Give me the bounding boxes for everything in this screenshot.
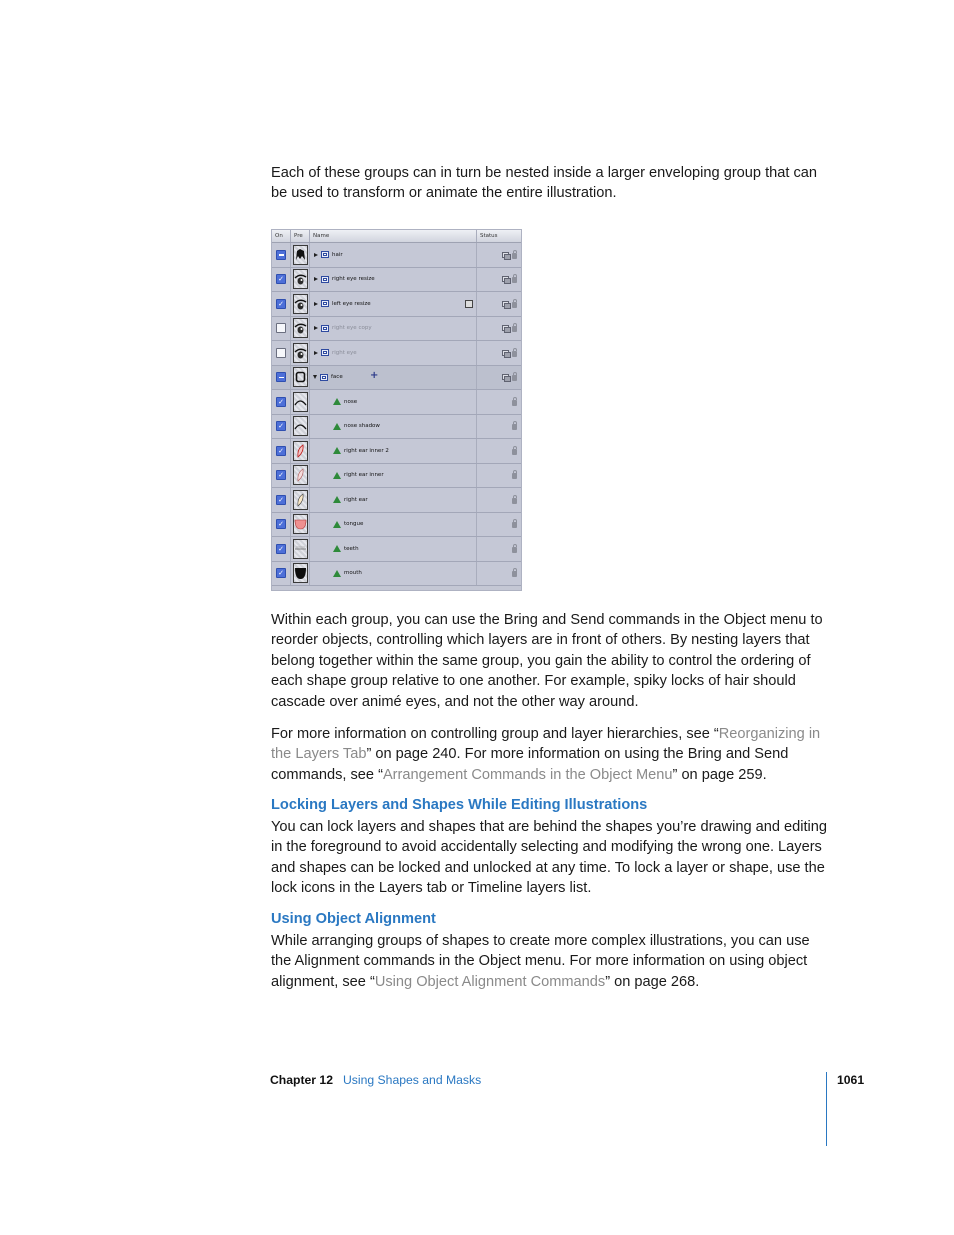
layer-visibility-checkbox[interactable] [276, 372, 286, 382]
layer-row[interactable] [272, 390, 521, 415]
reorganizing-link[interactable]: Reorganizing in the Layers Tab [271, 726, 821, 763]
object-menu-paragraph: Within each group, you can use the Bring and Send commands in the Object menu to reorder objects, controlling which layers are in front of others. By nesting layers that belong together within the same group, you gain the ability to control the ordering of each shape group relative to one another. For example, spiky locks of hair should cascade over animé eyes, and not the other way around. [271, 612, 823, 710]
layer-preview-cell [291, 390, 310, 414]
locking-heading: Locking Layers and Shapes While Editing Illustrations [271, 797, 648, 813]
layer-row[interactable] [272, 439, 521, 464]
layer-on-cell [272, 537, 291, 561]
layer-preview-cell [291, 268, 310, 292]
layer-preview-cell [291, 366, 310, 390]
layer-name-label: left eye resize [332, 300, 371, 307]
more-info-paragraph [271, 724, 831, 785]
layer-status-cell [477, 341, 521, 365]
group-icon [321, 251, 329, 258]
intro-paragraph: Each of these groups can in turn be nested inside a larger enveloping group that can be used to transform or animate the entire illustration. [271, 165, 818, 202]
lock-icon[interactable] [512, 473, 517, 479]
layer-name-label: right ear inner [344, 472, 384, 479]
shape-icon [333, 521, 341, 528]
layer-preview-cell [291, 537, 310, 561]
layer-preview-cell [291, 341, 310, 365]
disclosure-closed-icon[interactable] [314, 302, 318, 306]
layer-name-label: right eye copy [332, 325, 372, 332]
layer-thumbnail-icon [293, 269, 308, 289]
lock-icon[interactable] [512, 400, 517, 406]
layer-status-cell [477, 317, 521, 341]
layer-name-cell[interactable] [310, 513, 477, 537]
layer-status-cell [477, 243, 521, 267]
group-icon [321, 276, 329, 283]
layer-status-cell [477, 366, 521, 390]
layer-visibility-checkbox[interactable]: ✓ [276, 495, 286, 505]
layer-name-label: hair [332, 251, 343, 258]
disclosure-closed-icon[interactable] [314, 277, 318, 281]
layers-stack-icon[interactable] [502, 252, 509, 258]
layer-preview-cell [291, 513, 310, 537]
layer-row[interactable] [272, 537, 521, 562]
layer-visibility-checkbox[interactable]: ✓ [276, 470, 286, 480]
page-number: 1061 [837, 1073, 865, 1087]
layer-thumbnail-icon [293, 294, 308, 314]
layers-panel-header [272, 230, 521, 243]
lock-icon[interactable] [512, 302, 517, 308]
layer-preview-cell [291, 292, 310, 316]
group-icon [321, 349, 329, 356]
column-on[interactable]: On [272, 230, 291, 242]
disclosure-closed-icon[interactable] [314, 326, 318, 330]
layer-name-label: face [331, 374, 343, 381]
layer-visibility-checkbox[interactable] [276, 250, 286, 260]
layer-status-cell [477, 562, 521, 586]
layers-stack-icon[interactable] [502, 350, 509, 356]
group-icon [320, 374, 328, 381]
shape-icon [333, 496, 341, 503]
layer-row[interactable] [272, 341, 521, 366]
layer-thumbnail-icon [293, 245, 308, 265]
layer-visibility-checkbox[interactable] [276, 348, 286, 358]
layer-visibility-checkbox[interactable]: ✓ [276, 274, 286, 284]
layer-name-label: right ear inner 2 [344, 447, 389, 454]
alignment-paragraph [271, 931, 831, 992]
shape-icon [333, 570, 341, 577]
shape-icon [333, 545, 341, 552]
alignment-commands-link[interactable]: Using Object Alignment Commands [374, 973, 606, 990]
layer-visibility-checkbox[interactable]: ✓ [276, 544, 286, 554]
layer-name-cell[interactable] [310, 562, 477, 586]
lock-icon[interactable] [512, 326, 517, 332]
layer-on-cell [272, 488, 291, 512]
layer-thumbnail-icon [293, 539, 308, 559]
layers-stack-icon[interactable] [502, 374, 509, 380]
layer-name-cell[interactable] [310, 537, 477, 561]
layer-status-cell [477, 415, 521, 439]
layer-status-cell [477, 268, 521, 292]
layer-row[interactable] [272, 292, 521, 317]
layers-stack-icon[interactable] [502, 325, 509, 331]
layer-preview-cell [291, 317, 310, 341]
layer-name-cell[interactable] [310, 341, 477, 365]
lock-icon[interactable] [512, 375, 517, 381]
lock-icon[interactable] [512, 351, 517, 357]
lock-icon[interactable] [512, 571, 517, 577]
layer-row[interactable] [272, 415, 521, 440]
layer-thumbnail-icon [293, 392, 308, 412]
layer-row[interactable] [272, 317, 521, 342]
layer-on-cell [272, 317, 291, 341]
layer-name-label: tongue [344, 521, 364, 528]
column-pre[interactable]: Pre [291, 230, 310, 242]
layer-name-cell[interactable] [310, 464, 477, 488]
layer-row[interactable] [272, 488, 521, 513]
group-icon [321, 300, 329, 307]
layers-stack-icon[interactable] [502, 276, 509, 282]
layer-on-cell [272, 415, 291, 439]
layer-on-cell [272, 268, 291, 292]
layer-name-cell[interactable] [310, 366, 477, 390]
layer-name-label: right ear [344, 496, 368, 503]
layer-name-label: right eye [332, 349, 357, 356]
layer-thumbnail-icon [293, 514, 308, 534]
layers-panel-screenshot [271, 229, 522, 591]
layer-status-cell [477, 464, 521, 488]
more-info-text-1: For more information on controlling group and layer hierarchies, see “ [271, 726, 719, 742]
lock-icon[interactable] [512, 522, 517, 528]
layer-on-cell [272, 439, 291, 463]
crosshair-cursor-icon: + [370, 370, 379, 381]
layer-row[interactable] [272, 513, 521, 538]
layer-name-cell[interactable] [310, 268, 477, 292]
layer-thumbnail-icon [293, 343, 308, 363]
layer-badge-icon [465, 300, 473, 308]
layer-thumbnail-icon [293, 465, 308, 485]
alignment-text-2: ” on page 268. [605, 973, 700, 990]
layers-stack-icon[interactable] [502, 301, 509, 307]
layer-status-cell [477, 292, 521, 316]
layer-status-cell [477, 390, 521, 414]
layer-visibility-checkbox[interactable]: ✓ [276, 568, 286, 578]
layer-preview-cell [291, 439, 310, 463]
layer-status-cell [477, 439, 521, 463]
layer-name-label: nose [344, 398, 358, 405]
lock-icon[interactable] [512, 498, 517, 504]
layer-visibility-checkbox[interactable]: ✓ [276, 519, 286, 529]
column-status[interactable]: Status [480, 233, 498, 239]
lock-icon[interactable] [512, 277, 517, 283]
layer-visibility-checkbox[interactable]: ✓ [276, 299, 286, 309]
alignment-heading: Using Object Alignment [271, 911, 436, 927]
layer-visibility-checkbox[interactable] [276, 323, 286, 333]
layer-name-cell[interactable] [310, 243, 477, 267]
layer-preview-cell [291, 562, 310, 586]
layer-thumbnail-icon [293, 490, 308, 510]
layer-on-cell [272, 464, 291, 488]
group-icon [321, 325, 329, 332]
layer-row[interactable] [272, 268, 521, 293]
layer-name-cell[interactable] [310, 292, 477, 316]
layer-name-cell[interactable] [310, 488, 477, 512]
lock-icon[interactable] [512, 424, 517, 430]
column-name[interactable]: Name [310, 230, 477, 242]
shape-icon [333, 423, 341, 430]
footer-chapter: Chapter 12 [270, 1073, 333, 1087]
layer-on-cell [272, 341, 291, 365]
layer-on-cell [272, 390, 291, 414]
layer-row[interactable] [272, 366, 521, 391]
layer-status-cell [477, 537, 521, 561]
layer-name-label: mouth [344, 570, 362, 577]
layer-on-cell [272, 366, 291, 390]
disclosure-open-icon[interactable] [313, 375, 317, 379]
layer-name-cell[interactable] [310, 390, 477, 414]
locking-paragraph: You can lock layers and shapes that are behind the shapes you’re drawing and editing in the foreground to avoid accidentally selecting and modifying the wrong one. Layers and shapes can be locked and unlocked at any time. To lock a layer or shape, use the lock icons in the Layers tab or Timeline layers list. [271, 819, 828, 897]
arrangement-commands-link[interactable]: Arrangement Commands in the Object Menu [382, 766, 673, 783]
layer-preview-cell [291, 464, 310, 488]
layer-name-cell[interactable] [310, 415, 477, 439]
layer-preview-cell [291, 243, 310, 267]
layer-name-label: right eye resize [332, 276, 375, 283]
more-info-text-3: ” on page 259. [672, 766, 767, 783]
layer-thumbnail-icon [293, 416, 308, 436]
footer-rule [826, 1072, 827, 1146]
layer-name-label: nose shadow [344, 423, 380, 430]
layer-thumbnail-icon [293, 318, 308, 338]
lock-icon[interactable] [512, 547, 517, 553]
layer-name-cell[interactable] [310, 439, 477, 463]
layer-on-cell [272, 513, 291, 537]
layer-status-cell [477, 513, 521, 537]
layer-visibility-checkbox[interactable]: ✓ [276, 397, 286, 407]
lock-icon[interactable] [512, 253, 517, 259]
layer-row[interactable] [272, 243, 521, 268]
layer-row[interactable] [272, 464, 521, 489]
shape-icon [333, 447, 341, 454]
page-footer [270, 1073, 481, 1087]
footer-chapter-title[interactable]: Using Shapes and Masks [343, 1073, 482, 1087]
layer-thumbnail-icon [293, 563, 308, 583]
shape-icon [333, 472, 341, 479]
layer-thumbnail-icon [293, 367, 308, 387]
layer-visibility-checkbox[interactable]: ✓ [276, 446, 286, 456]
layer-preview-cell [291, 415, 310, 439]
layer-status-cell [477, 488, 521, 512]
alignment-text-1: While arranging groups of shapes to create more complex illustrations, you can use the Alignment commands in the Object menu. For more information on using object alignment, see “ [271, 933, 810, 990]
layer-row[interactable] [272, 562, 521, 587]
layer-on-cell [272, 562, 291, 586]
more-info-text-2: ” on page 240. For more information on using the Bring and Send commands, see “ [271, 746, 789, 783]
layer-thumbnail-icon [293, 441, 308, 461]
layers-list [272, 243, 521, 586]
layer-name-cell[interactable] [310, 317, 477, 341]
layer-preview-cell [291, 488, 310, 512]
layer-on-cell [272, 243, 291, 267]
layer-name-label: teeth [344, 545, 359, 552]
layer-on-cell [272, 292, 291, 316]
disclosure-closed-icon[interactable] [314, 253, 318, 257]
disclosure-closed-icon[interactable] [314, 351, 318, 355]
lock-icon[interactable] [512, 449, 517, 455]
shape-icon [333, 398, 341, 405]
layer-visibility-checkbox[interactable]: ✓ [276, 421, 286, 431]
